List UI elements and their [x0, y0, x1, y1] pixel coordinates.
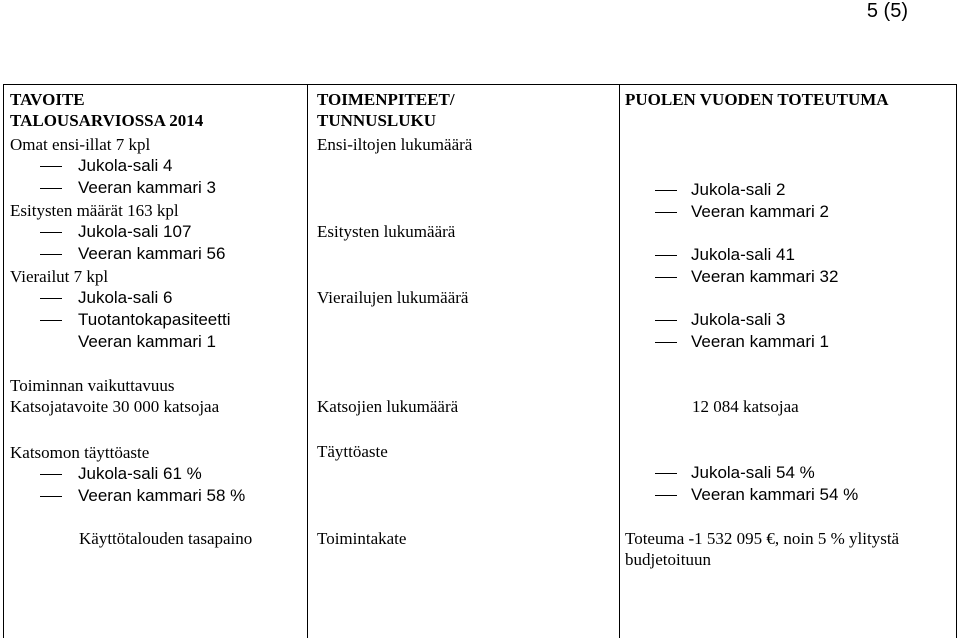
audience-result: 12 084 katsojaa: [692, 397, 799, 416]
premieres-target: Omat ensi-illat 7 kpl: [10, 135, 151, 154]
page-number: 5 (5): [866, 0, 908, 22]
balance-result-line1: Toteuma -1 532 095 €, noin 5 % ylitystä: [625, 529, 900, 548]
balance-measure: Toimintakate: [317, 529, 407, 548]
result-item: Veeran kammari 2: [691, 202, 829, 221]
header-target-line1: TAVOITE: [10, 90, 85, 109]
balance-result-line2: budjetoituun: [625, 550, 711, 569]
result-item: Veeran kammari 54 %: [691, 485, 859, 504]
dash-bullet: [655, 212, 677, 213]
column-divider: [307, 85, 308, 638]
header-measures-line1: TOIMENPITEET/: [317, 90, 455, 109]
result-item: Veeran kammari 1: [691, 332, 829, 351]
dash-bullet: [40, 320, 62, 321]
audience-target: Katsojatavoite 30 000 katsojaa: [10, 397, 220, 416]
dash-bullet: [655, 473, 677, 474]
dash-bullet: [40, 188, 62, 189]
dash-bullet: [655, 277, 677, 278]
dash-bullet: [655, 255, 677, 256]
occupancy-target: Katsomon täyttöaste: [10, 443, 150, 462]
header-measures-line2: TUNNUSLUKU: [317, 111, 437, 130]
dash-bullet: [655, 320, 677, 321]
performances-target: Esitysten määrät 163 kpl: [10, 201, 179, 220]
visits-target: Vierailut 7 kpl: [10, 267, 109, 286]
dash-bullet: [40, 254, 62, 255]
dash-bullet: [655, 495, 677, 496]
result-item: Veeran kammari 32: [691, 267, 839, 286]
premieres-measure: Ensi-iltojen lukumäärä: [317, 135, 473, 154]
effectiveness-heading: Toiminnan vaikuttavuus: [10, 376, 175, 395]
list-item: Veeran kammari 3: [78, 178, 216, 197]
result-item: Jukola-sali 2: [691, 180, 786, 199]
dash-bullet: [40, 298, 62, 299]
list-item: Tuotantokapasiteetti: [78, 310, 231, 329]
result-item: Jukola-sali 3: [691, 310, 786, 329]
dash-bullet: [40, 232, 62, 233]
dash-bullet: [655, 342, 677, 343]
list-item: Veeran kammari 58 %: [78, 486, 246, 505]
visits-measure: Vierailujen lukumäärä: [317, 288, 469, 307]
list-item: Veeran kammari 1: [78, 332, 216, 351]
dash-bullet: [40, 496, 62, 497]
result-item: Jukola-sali 54 %: [691, 463, 815, 482]
list-item: Jukola-sali 6: [78, 288, 173, 307]
header-result: PUOLEN VUODEN TOTEUTUMA: [625, 90, 889, 109]
balance-target: Käyttötalouden tasapaino: [79, 529, 253, 548]
list-item: Jukola-sali 61 %: [78, 464, 202, 483]
list-item: Jukola-sali 107: [78, 222, 192, 241]
dash-bullet: [40, 166, 62, 167]
header-target-line2: TALOUSARVIOSSA 2014: [10, 111, 204, 130]
dash-bullet: [655, 190, 677, 191]
performances-measure: Esitysten lukumäärä: [317, 222, 456, 241]
audience-measure: Katsojien lukumäärä: [317, 397, 459, 416]
column-divider: [619, 85, 620, 638]
occupancy-measure: Täyttöaste: [317, 442, 388, 461]
list-item: Jukola-sali 4: [78, 156, 173, 175]
dash-bullet: [40, 474, 62, 475]
result-item: Jukola-sali 41: [691, 245, 795, 264]
list-item: Veeran kammari 56: [78, 244, 226, 263]
